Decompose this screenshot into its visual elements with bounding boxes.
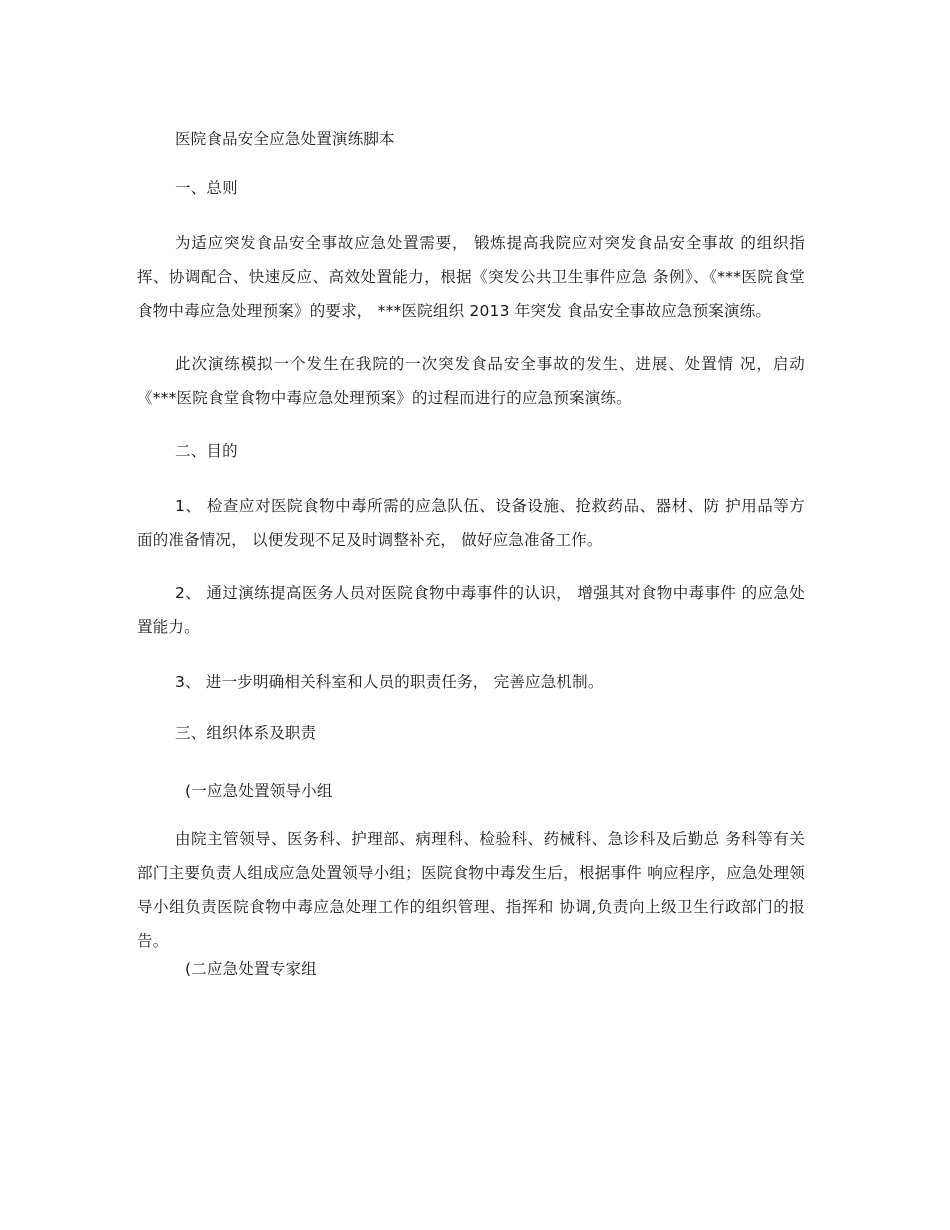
document-title: 医院食品安全应急处置演练脚本 [175,130,395,148]
purpose-item-2: 2、 通过演练提高医务人员对医院食物中毒事件的认识， 增强其对食物中毒事件 的应急处置能力。 [137,584,805,636]
general-paragraph-2: 此次演练模拟一个发生在我院的一次突发食品安全事故的发生、进展、处置情 况，启动《***医院食堂食物中毒应急处理预案》的过程而进行的应急预案演练。 [137,355,805,407]
section-heading-general: 一、总则 [175,179,238,197]
purpose-item-3: 3、 进一步明确相关科室和人员的职责任务， 完善应急机制。 [175,673,604,691]
leadership-group-paragraph: 由院主管领导、医务科、护理部、病理科、检验科、药械科、急诊科及后勤总 务科等有关部门主要负责人组成应急处置领导小组；医院食物中毒发生后，根据事件 响应程序，应急处理领导小组负责医院食物中毒应急处理工作的组织管理、指挥和 协调,负责向上级卫生行政部门的报告。 [137,830,805,950]
subsection-heading-expert-group: (二应急处置专家组 [185,960,317,978]
general-paragraph-1: 为适应突发食品安全事故应急处置需要， 锻炼提高我院应对突发食品安全事故 的组织指挥、协调配合、快速反应、高效处置能力，根据《突发公共卫生事件应急 条例》、《***医院食堂食物中毒应急处理预案》的要求， ***医院组织 2013 年突发 食品安全事故应急预案演练。 [137,234,805,320]
section-heading-purpose: 二、目的 [175,442,238,460]
purpose-item-1: 1、 检查应对医院食物中毒所需的应急队伍、设备设施、抢救药品、器材、防 护用品等方面的准备情况， 以便发现不足及时调整补充， 做好应急准备工作。 [137,497,805,549]
subsection-heading-leadership-group: (一应急处置领导小组 [185,782,333,800]
section-heading-organization: 三、组织体系及职责 [175,724,317,742]
